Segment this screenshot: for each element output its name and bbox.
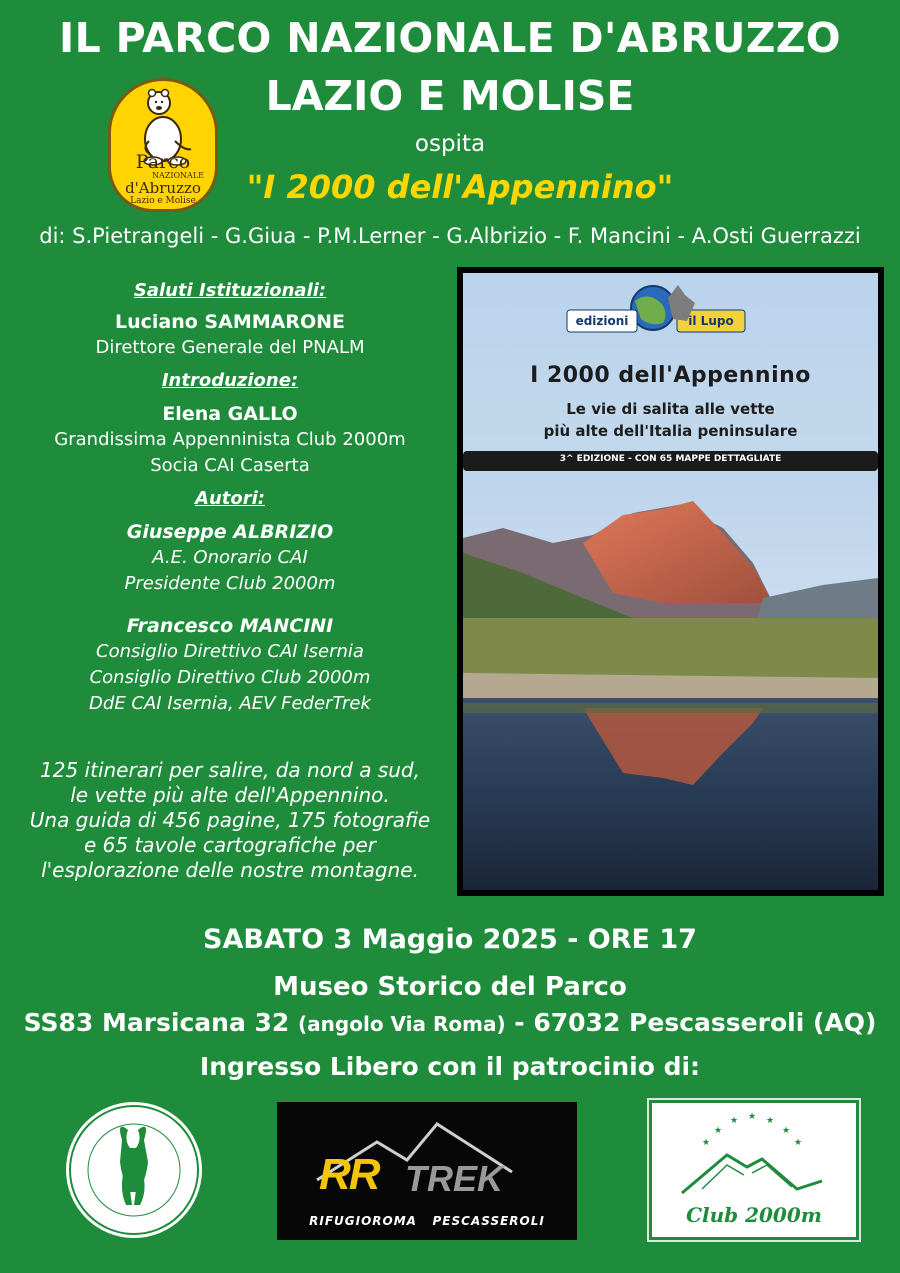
rrtrek-subtitle: RIFUGIOROMA PESCASSEROLI	[309, 1214, 545, 1228]
title-line2: LAZIO E MOLISE	[265, 72, 635, 120]
title-line1: IL PARCO NAZIONALE D'ABRUZZO	[59, 14, 841, 62]
address-part-b: (angolo Via Roma)	[298, 1012, 506, 1036]
park-logo-line2: NAZIONALE	[152, 171, 204, 180]
author1-name: Giuseppe ALBRIZIO	[126, 521, 334, 543]
intro-role2: Socia CAI Caserta	[150, 455, 310, 476]
park-logo-line3: d'Abruzzo	[125, 179, 201, 197]
author1-role2: Presidente Club 2000m	[124, 573, 336, 594]
publisher-left: edizioni	[575, 314, 629, 328]
event-venue: Museo Storico del Parco	[273, 972, 627, 1002]
svg-text:★: ★	[794, 1138, 803, 1148]
cover-title: I 2000 dell'Appennino	[530, 363, 811, 388]
book-cover	[457, 267, 884, 896]
event-date: SABATO 3 Maggio 2025 - ORE 17	[203, 924, 697, 955]
svg-text:★: ★	[702, 1138, 711, 1148]
rr-mark: RR	[319, 1150, 379, 1199]
book-title-heading: "I 2000 dell'Appennino"	[246, 168, 674, 206]
ingresso-line: Ingresso Libero con il patrocinio di:	[199, 1052, 701, 1081]
park-logo-line1: Parco	[135, 151, 191, 173]
club-label: Club 2000m	[686, 1203, 822, 1227]
svg-text:★: ★	[748, 1112, 757, 1122]
chamois-icon	[64, 1100, 204, 1240]
description-line1: 125 itinerari per salire, da nord a sud,	[40, 758, 420, 782]
park-logo-line4: Lazio e Molise	[130, 196, 196, 206]
cover-subtitle2: più alte dell'Italia peninsulare	[543, 422, 798, 440]
rrtrek-logo	[277, 1102, 577, 1240]
description-line5: l'esplorazione delle nostre montagne.	[41, 858, 419, 882]
event-address	[0, 1008, 900, 1037]
intro-role1: Grandissima Appenninista Club 2000m	[54, 429, 406, 450]
author2-name: Francesco MANCINI	[126, 615, 334, 637]
svg-text:★: ★	[730, 1116, 739, 1126]
ospita-label: ospita	[414, 131, 486, 157]
cover-subtitle1: Le vie di salita alle vette	[566, 400, 775, 418]
author1-role1: A.E. Onorario CAI	[152, 547, 308, 568]
author2-role2: Consiglio Direttivo Club 2000m	[89, 667, 371, 688]
trek-mark: TREK	[405, 1158, 503, 1199]
authors-line: di: S.Pietrangeli - G.Giua - P.M.Lerner - G.Albrizio - F. Mancini - A.Osti Guerrazzi	[39, 224, 861, 248]
author2-role3: DdE CAI Isernia, AEV FederTrek	[89, 693, 371, 714]
address-part-a: SS83 Marsicana 32	[23, 1008, 299, 1037]
park-logo	[108, 78, 218, 212]
club2000-logo	[649, 1100, 859, 1240]
description-line3: Una guida di 456 pagine, 175 fotografie	[29, 808, 431, 832]
autori-heading: Autori:	[195, 488, 265, 509]
svg-text:★: ★	[766, 1116, 775, 1126]
saluti-name: Luciano SAMMARONE	[115, 311, 345, 333]
description-line2: le vette più alte dell'Appennino.	[70, 783, 390, 807]
saluti-heading: Saluti Istituzionali:	[133, 280, 327, 301]
author2-role1: Consiglio Direttivo CAI Isernia	[96, 641, 364, 662]
saluti-role: Direttore Generale del PNALM	[95, 337, 365, 358]
gran-sasso-text	[64, 1100, 65, 1101]
gran-sasso-logo	[64, 1100, 204, 1240]
publisher-right: il Lupo	[688, 314, 734, 328]
address-part-c: - 67032 Pescasseroli (AQ)	[505, 1008, 877, 1037]
intro-heading: Introduzione:	[161, 370, 299, 391]
svg-text:★: ★	[714, 1126, 723, 1136]
description-line4: e 65 tavole cartografiche per	[83, 833, 377, 857]
cover-edition: 3^ EDIZIONE - CON 65 MAPPE DETTAGLIATE	[559, 454, 782, 464]
intro-name: Elena GALLO	[162, 403, 298, 425]
svg-text:★: ★	[782, 1126, 791, 1136]
